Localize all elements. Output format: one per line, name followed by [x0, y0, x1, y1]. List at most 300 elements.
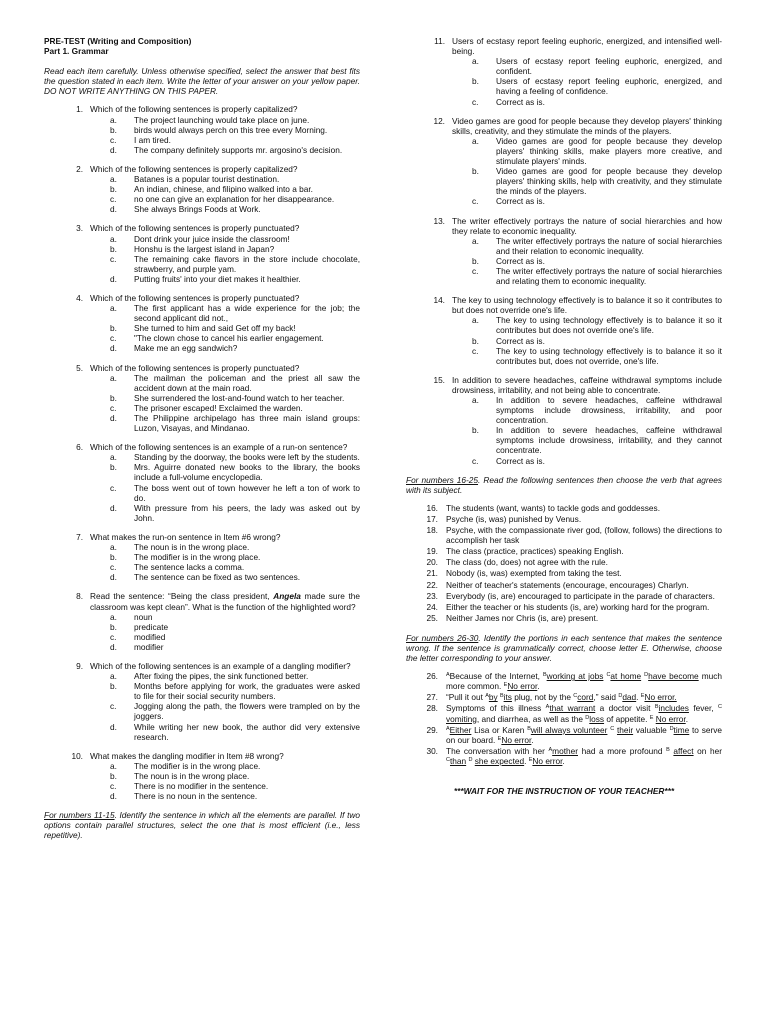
underlined-portion: No error [532, 755, 563, 766]
answer-option [44, 781, 360, 791]
item-text: Psyche, with the compassionate river god, (follow, follows) the directions to accomplish her task [446, 525, 722, 546]
section-label: For numbers 11-15 [44, 810, 115, 821]
option-text: The sentence lacks a comma. [134, 562, 245, 573]
question-text: What makes the run-on sentence in Item #6 wrong? [90, 531, 281, 542]
option-text: Mrs. Aguirre donated new books to the library, the books include a full-volume encyclopedia. [134, 462, 360, 483]
underlined-portion: No error. [644, 692, 677, 703]
option-text: The project launching would take place on june. [134, 114, 310, 125]
option-letter: b. [110, 392, 117, 403]
answer-option [44, 462, 360, 482]
option-letter: a. [110, 303, 117, 314]
answer-option [44, 542, 360, 552]
question-item [406, 375, 722, 466]
option-text: Video games are good for people because they develop players' thinking skills, help with creativity, and they stimulate the minds of the players. [496, 166, 722, 197]
option-letter: a. [110, 611, 117, 622]
option-letter: b. [472, 255, 479, 266]
portion-letter: C [573, 693, 578, 700]
sentence-fragment: “Pull it out [446, 692, 486, 703]
sentence-text [446, 746, 722, 766]
option-letter: c. [110, 562, 117, 573]
option-text: The noun is in the wrong place. [134, 542, 250, 553]
option-letter: b. [110, 323, 117, 334]
answer-option [44, 303, 360, 323]
question-row [44, 532, 360, 542]
verb-list [406, 503, 722, 623]
sentence-fragment: Symptoms of this illness [446, 703, 546, 714]
option-letter: a. [472, 135, 479, 146]
underlined-portion: she expected [474, 755, 525, 766]
underlined-portion: includes [658, 703, 689, 714]
option-letter: c. [472, 345, 479, 356]
question-text-post: made sure the classroom was kept clean”. What is the function of the highlighted word? [90, 591, 361, 612]
question-text: Which of the following sentences is properly punctuated? [90, 292, 300, 303]
parallel-question-list [406, 36, 722, 466]
item-number: 20. [426, 557, 438, 568]
option-text: Correct as is. [496, 255, 545, 266]
sentence-fragment: ,” said [593, 692, 619, 703]
option-letter: c. [472, 265, 479, 276]
answer-option [44, 125, 360, 135]
option-text: The boss went out of town however he left a ton of work to do. [134, 482, 360, 503]
option-text: There is no noun in the sentence. [134, 791, 258, 802]
answer-option [44, 761, 360, 771]
answer-option [44, 343, 360, 353]
question-row [44, 164, 360, 174]
question-text: Video games are good for people because they develop players' thinking skills, creativity, and they stimulate the minds of the players. [452, 115, 722, 136]
option-letter: a. [110, 372, 117, 383]
portion-letter: D [669, 725, 674, 732]
verb-item [406, 525, 722, 545]
question-number: 3. [76, 223, 83, 234]
answer-option [44, 642, 360, 652]
question-item [44, 363, 360, 434]
portion-letter: C [606, 672, 611, 679]
option-letter: a. [472, 315, 479, 326]
portion-letter: A [545, 704, 550, 711]
sentence-fragment: . [531, 734, 534, 745]
sentence-text [446, 703, 722, 723]
underlined-portion: mother [552, 745, 578, 756]
option-text: She always Brings Foods at Work. [134, 204, 261, 215]
question-list [44, 104, 360, 801]
option-text: After fixing the pipes, the sink functioned better. [134, 671, 309, 682]
answer-option [44, 115, 360, 125]
option-letter: c. [472, 96, 479, 107]
option-letter: d. [110, 641, 117, 652]
sentence-text [446, 671, 722, 691]
verb-item [406, 591, 722, 601]
underlined-portion: working at jobs [546, 671, 604, 682]
option-text: Make me an egg sandwich? [134, 343, 238, 354]
answer-option [44, 194, 360, 204]
option-text: In addition to severe headaches, caffeine withdrawal symptoms include drowsiness, irritability, and they cannot concentrate. [496, 425, 722, 456]
portion-letter: C [446, 756, 450, 763]
option-letter: c. [110, 701, 117, 712]
question-item [406, 216, 722, 287]
option-letter: a. [472, 235, 479, 246]
answer-option [44, 452, 360, 462]
question-number: 6. [76, 442, 83, 453]
underlined-portion: affect [673, 745, 694, 756]
question-number: 4. [76, 292, 83, 303]
answer-option [406, 395, 722, 425]
underlined-portion: loss [589, 713, 605, 724]
section-text: . Identify the portions in each sentence that makes the sentence wrong. If the sentence is grammatically correct, choose letter E. Otherwise, choose the letter corresponding to your answer. [406, 632, 723, 664]
sentence-fragment: plug, not by the [511, 692, 574, 703]
option-text: She surrendered the lost-and-found watch to her teacher. [134, 392, 345, 403]
option-text: There is no modifier in the sentence. [134, 781, 269, 791]
answer-option [44, 135, 360, 145]
option-letter: a. [110, 671, 117, 682]
item-text: Either the teacher or his students (is, are) working hard for the program. [446, 601, 710, 612]
option-text: The first applicant has a wide experience for the job; the second applicant did not., [134, 303, 360, 324]
option-letter: b. [110, 770, 117, 781]
question-row [44, 104, 360, 114]
answer-option [44, 503, 360, 523]
option-text: modified [134, 631, 166, 642]
sentence-fragment: Because of the Internet, [449, 671, 543, 682]
answer-option [44, 722, 360, 742]
sentence-fragment: . [562, 755, 565, 766]
option-letter: a. [110, 114, 117, 125]
verb-item [406, 546, 722, 556]
option-text: While writing her new book, the author did very extensive research. [134, 721, 360, 742]
underlined-portion: that warrant [549, 703, 596, 714]
answer-option [44, 562, 360, 572]
sentence-fragment: . [636, 692, 641, 703]
item-number: 22. [426, 579, 438, 590]
underlined-portion: vomiting [446, 713, 477, 724]
option-letter: d. [110, 721, 117, 732]
option-letter: a. [110, 542, 117, 553]
question-item [44, 532, 360, 582]
answer-option [44, 333, 360, 343]
question-item [44, 591, 360, 652]
option-text: birds would always perch on this tree every Morning. [134, 124, 328, 135]
right-column [406, 36, 722, 796]
sentence-fragment: . [685, 713, 688, 724]
sentence-fragment: , and diarrhea, as well as the [476, 713, 586, 724]
option-letter: d. [110, 502, 117, 513]
question-text: What makes the dangling modifier in Item #8 wrong? [90, 750, 284, 761]
portion-letter: E [528, 756, 533, 763]
portion-letter: B [527, 725, 531, 732]
answer-option [406, 136, 722, 166]
sentence-text [446, 725, 722, 745]
option-letter: b. [110, 243, 117, 254]
option-letter: d. [110, 343, 117, 354]
option-text: The modifier is in the wrong place. [134, 760, 261, 771]
sentence-fragment: had a more profound [578, 745, 667, 756]
question-text: Which of the following sentences is properly capitalized? [90, 104, 298, 115]
question-text: Which of the following sentences is properly punctuated? [90, 223, 300, 234]
answer-option [44, 681, 360, 701]
question-number: 15. [433, 374, 445, 385]
underlined-portion: have become [648, 671, 699, 682]
question-text: Which of the following sentences is properly punctuated? [90, 362, 300, 373]
question-number: 9. [76, 660, 83, 671]
question-text: The key to using technology effectively is to balance it so it contributes to but does not override one's life. [452, 295, 722, 316]
question-item [44, 104, 360, 154]
portion-letter: E [503, 682, 508, 689]
answer-option [406, 166, 722, 196]
sentence-fragment: . [537, 681, 540, 692]
item-text: The class (do, does) not agree with the rule. [446, 557, 608, 568]
option-text: The key to using technology effectively is to balance it so it contributes but, does not override, one's life. [496, 345, 722, 366]
option-text: The writer effectively portrays the nature of social hierarchies and their relation to economic inequality. [496, 235, 722, 256]
item-text: Neither James nor Chris (is, are) present. [446, 612, 599, 623]
part-heading: Part 1. Grammar [44, 46, 109, 57]
item-text: Everybody (is, are) encouraged to participate in the parade of characters. [446, 590, 715, 601]
answer-option [44, 204, 360, 214]
question-text-pre: Read the sentence: “Being the class president, [90, 591, 274, 602]
question-item [44, 164, 360, 214]
answer-option [44, 373, 360, 393]
answer-option [44, 254, 360, 274]
sentence-fragment: on her [693, 745, 722, 756]
option-letter: c. [110, 781, 117, 791]
option-text: "The clown chose to cancel his earlier engagement. [134, 333, 324, 344]
option-letter: b. [472, 425, 479, 436]
option-text: She turned to him and said Get off my back! [134, 323, 296, 334]
option-text: Correct as is. [496, 96, 545, 107]
answer-option [44, 771, 360, 781]
question-row [44, 442, 360, 452]
item-number: 23. [426, 590, 438, 601]
question-text [90, 591, 360, 611]
option-text: Correct as is. [496, 335, 545, 346]
section-label: For numbers 16-25 [406, 474, 479, 485]
answer-option [44, 323, 360, 333]
portion-letter: A [446, 725, 450, 732]
page-title: PRE-TEST (Writing and Composition) [44, 36, 192, 46]
option-letter: a. [110, 233, 117, 244]
sentence-fragment: The conversation with her [446, 745, 549, 756]
option-text: The company definitely supports mr. argosino's decision. [134, 144, 343, 155]
answer-option [406, 346, 722, 366]
answer-option [406, 456, 722, 466]
footer-note: ***WAIT FOR THE INSTRUCTION OF YOUR TEACHER*** [453, 786, 675, 796]
error-item [406, 746, 722, 766]
item-number: 16. [426, 502, 438, 513]
question-row [406, 36, 722, 56]
sentence-fragment: a doctor visit [595, 703, 655, 714]
question-number: 13. [433, 215, 445, 226]
question-item [44, 442, 360, 523]
option-letter: a. [110, 452, 117, 463]
verb-item [406, 568, 722, 578]
option-letter: a. [110, 174, 117, 185]
left-column [44, 36, 360, 848]
option-letter: d. [110, 572, 117, 583]
answer-option [44, 393, 360, 403]
question-number: 1. [76, 104, 83, 115]
answer-option [44, 403, 360, 413]
answer-option [406, 76, 722, 96]
instructions: Read each item carefully. Unless otherwise specified, select the answer that best fits the question stated in each item. Write the letter of your answer on your yellow paper. DO NOT WRITE ANYTHING ON THIS PAPER. [44, 66, 360, 97]
error-item [406, 725, 722, 745]
question-number: 10. [71, 750, 83, 761]
section-16-25-instructions [406, 475, 722, 495]
question-item [406, 116, 722, 207]
sentence-fragment: much more common. [446, 671, 722, 692]
option-text: The Philippine archipelago has three main island groups: Luzon, Visayas, and Mindanao. [134, 413, 360, 434]
option-letter: b. [110, 462, 117, 473]
highlighted-word: Angela [273, 591, 301, 602]
option-letter: c. [110, 333, 117, 344]
option-text: Jogging along the path, the flowers were trampled on by the joggers. [134, 701, 360, 722]
item-text: Psyche (is, was) punished by Venus. [446, 513, 582, 524]
section-text: . Read the following sentences then choose the verb that agrees with its subject. [406, 474, 722, 495]
item-text: The students (want, wants) to tackle gods and goddesses. [446, 502, 660, 513]
item-number: 17. [426, 513, 438, 524]
question-item [44, 293, 360, 354]
answer-option [406, 236, 722, 256]
question-number: 8. [76, 591, 83, 602]
underlined-portion: No error [507, 681, 538, 692]
item-number: 27. [426, 692, 438, 703]
option-text: Users of ecstasy report feeling euphoric, energized, and confident. [496, 56, 722, 77]
underlined-portion: its [503, 692, 512, 703]
item-text: The class (practice, practices) speaking English. [446, 546, 624, 557]
question-text: In addition to severe headaches, caffeine withdrawal symptoms include drowsiness, irritability, and not being able to concentrate. [452, 374, 722, 395]
question-row [44, 293, 360, 303]
question-row [44, 751, 360, 761]
option-text: predicate [134, 621, 169, 632]
portion-letter: B [654, 704, 659, 711]
answer-option [406, 256, 722, 266]
verb-item [406, 557, 722, 567]
question-text: The writer effectively portrays the nature of social hierarchies and how they relate to economic inequality. [452, 215, 722, 236]
underlined-portion: time [673, 724, 690, 735]
option-text: The mailman the policeman and the priest all saw the accident down at the main road. [134, 372, 360, 393]
option-letter: a. [110, 760, 117, 771]
sentence-fragment: valuable [633, 724, 670, 735]
portion-letter: B [499, 693, 504, 700]
option-text: The modifier is in the wrong place. [134, 552, 261, 563]
question-text: Which of the following sentences is an example of a run-on sentence? [90, 442, 348, 453]
item-number: 28. [426, 703, 438, 714]
item-number: 24. [426, 601, 438, 612]
option-letter: c. [110, 134, 117, 145]
underlined-portion: No error [501, 734, 532, 745]
answer-option [44, 622, 360, 632]
question-row [406, 375, 722, 395]
question-row [44, 661, 360, 671]
question-item [406, 295, 722, 366]
item-number: 26. [426, 671, 438, 682]
portion-letter: E [640, 693, 645, 700]
option-text: The noun is in the wrong place. [134, 770, 250, 781]
error-item [406, 692, 722, 702]
question-number: 2. [76, 163, 83, 174]
item-number: 21. [426, 568, 438, 579]
question-row [44, 223, 360, 233]
item-text: Neither of teacher's statements (encourage, encourages) Charlyn. [446, 579, 689, 590]
answer-option [406, 425, 722, 455]
answer-option [44, 552, 360, 562]
option-letter: b. [472, 166, 479, 177]
answer-option [406, 266, 722, 286]
option-text: Video games are good for people because they develop players' thinking skills, make players more creative, and stimulate players' minds. [496, 135, 722, 167]
option-letter: d. [110, 273, 117, 284]
question-row [406, 295, 722, 315]
option-letter: c. [472, 196, 479, 207]
option-letter: b. [110, 681, 117, 692]
option-letter: c. [110, 482, 117, 493]
sentence-fragment: of appetite. [604, 713, 650, 724]
option-letter: d. [110, 413, 117, 423]
question-item [44, 751, 360, 801]
question-number: 5. [76, 362, 83, 373]
section-text: . Identify the sentence in which all the elements are parallel. If two options contain parallel structures, select the one that is most efficient (i.e., less repetitive). [44, 810, 360, 841]
portion-letter: B [666, 746, 670, 753]
answer-option [44, 612, 360, 622]
portion-letter: D [468, 756, 473, 763]
option-letter: b. [110, 621, 117, 632]
option-text: no one can give an explanation for her disappearance. [134, 194, 335, 205]
question-row [44, 591, 360, 611]
section-26-30-instructions [406, 633, 722, 663]
option-text: noun [134, 611, 153, 622]
portion-letter: C [610, 725, 615, 732]
underlined-portion: by [488, 692, 498, 703]
portion-letter: A [446, 672, 450, 679]
option-letter: a. [472, 395, 479, 405]
portion-letter: D [585, 714, 590, 721]
answer-option [44, 145, 360, 155]
question-item [44, 661, 360, 742]
option-text: modifier [134, 641, 164, 652]
answer-option [44, 234, 360, 244]
answer-option [44, 274, 360, 284]
option-text: The key to using technology effectively is to balance it so it contributes but does not override one's life. [496, 315, 722, 336]
answer-option [406, 196, 722, 206]
option-letter: d. [110, 204, 117, 215]
option-letter: b. [110, 552, 117, 563]
item-number: 19. [426, 546, 438, 557]
question-item [406, 36, 722, 107]
option-text: The sentence can be fixed as two sentences. [134, 572, 301, 583]
option-letter: c. [110, 194, 117, 205]
sentence-fragment: fever, [688, 703, 719, 714]
answer-option [406, 336, 722, 346]
option-letter: c. [472, 455, 479, 466]
option-letter: d. [110, 791, 117, 802]
option-text: Users of ecstasy report feeling euphoric, energized, and having a feeling of confidence. [496, 76, 722, 97]
answer-option [406, 56, 722, 76]
question-row [44, 363, 360, 373]
sentence-text [446, 692, 722, 702]
question-text: Which of the following sentences is an example of a dangling modifier? [90, 660, 351, 671]
error-item [406, 671, 722, 691]
answer-option [406, 97, 722, 107]
sentence-fragment: to serve on our board. [446, 724, 722, 745]
option-text: Correct as is. [496, 455, 545, 466]
option-letter: d. [110, 144, 117, 155]
answer-option [44, 483, 360, 503]
option-letter: c. [110, 253, 117, 264]
option-text: Putting fruits' into your diet makes it healthier. [134, 273, 301, 284]
item-number: 30. [426, 745, 438, 756]
option-letter: b. [110, 184, 117, 195]
portion-letter: C [718, 704, 723, 711]
option-text: Honshu is the largest island in Japan? [134, 243, 275, 254]
underlined-portion: dad [622, 692, 637, 703]
portion-letter: D [644, 672, 649, 679]
underlined-portion: No error [655, 713, 686, 724]
verb-item [406, 613, 722, 623]
